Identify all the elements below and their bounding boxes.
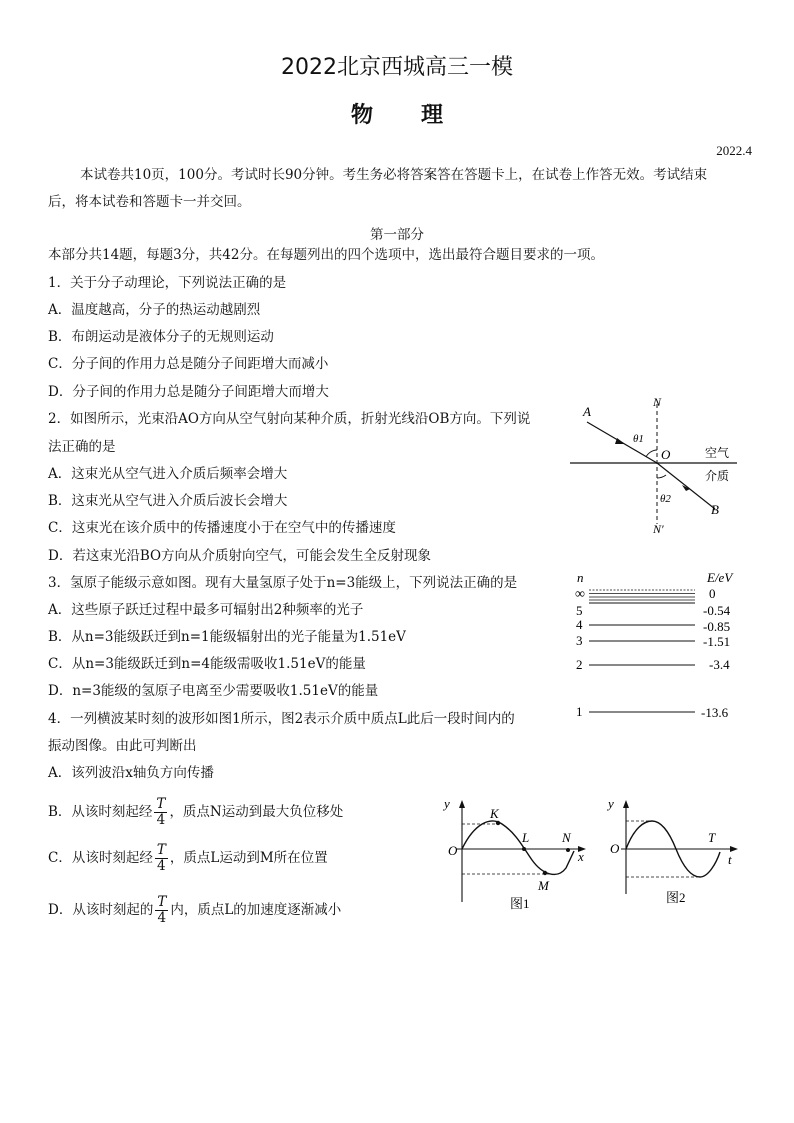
section-title: 第一部分 — [370, 227, 424, 243]
q4-stem-line-2: 振动图像。由此可判断出 — [48, 738, 197, 754]
q2-option-b: B．这束光从空气进入介质后波长会增大 — [48, 493, 288, 509]
fig2-period-label: T — [708, 830, 716, 845]
q1-option-d: D．分子间的作用力总是随分子间距增大而增大 — [48, 384, 329, 400]
fraction-t-over-4: $\frac{T}{4}$ — [157, 894, 167, 926]
q3-option-b: B．从n=3能级跃迁到n=1能级辐射出的光子能量为1.51eV — [48, 629, 406, 645]
fig1-point-k: K — [490, 806, 499, 821]
exam-date: 2022.4 — [716, 143, 752, 158]
fig2-caption: 图2 — [666, 890, 686, 905]
label-o: O — [661, 447, 671, 462]
q4-option-b: B．从该时刻起经 $\frac{T}{4}$ ，质点N运动到最大负位移处 — [48, 796, 344, 828]
q4-option-d: D．从该时刻起的 $\frac{T}{4}$ 内，质点L的加速度逐渐减小 — [48, 894, 342, 926]
q1-option-b: B．布朗运动是液体分子的无规则运动 — [48, 329, 274, 345]
q1-stem: 1．关于分子动理论，下列说法正确的是 — [48, 275, 287, 291]
level-inf-e: 0 — [709, 586, 716, 601]
q4-option-a: A．该列波沿x轴负方向传播 — [48, 765, 214, 781]
fraction-t-over-4: $\frac{T}{4}$ — [156, 842, 166, 874]
q4-option-c: C．从该时刻起经 $\frac{T}{4}$ ，质点L运动到M所在位置 — [48, 842, 328, 874]
refraction-figure — [565, 392, 745, 540]
fig2-origin: O — [610, 841, 620, 856]
label-b: B — [711, 502, 719, 517]
vibration-figure-2 — [606, 794, 746, 914]
intro-line-1: 本试卷共10页，100分。考试时长90分钟。考生务必将答案答在答题卡上，在试卷上作答无效。考试结束 — [80, 167, 708, 183]
fig2-y-label: y — [608, 796, 614, 811]
label-air: 空气 — [705, 446, 730, 460]
level-3-n: 3 — [576, 633, 583, 648]
q3-option-d: D．n=3能级的氢原子电离至少需要吸收1.51eV的能量 — [48, 683, 379, 699]
level-1-n: 1 — [576, 704, 583, 719]
level-2-n: 2 — [576, 657, 583, 672]
level-5-e: -0.54 — [703, 603, 731, 618]
energy-axis-label: E/eV — [707, 570, 733, 585]
fig1-point-n: N — [562, 830, 571, 845]
q2-stem-line-2: 法正确的是 — [48, 439, 116, 455]
q1-option-c: C．分子间的作用力总是随分子间距增大而减小 — [48, 356, 329, 372]
wave-figure-1 — [442, 794, 592, 914]
fig1-point-m: M — [538, 878, 549, 893]
n-axis-label: n — [577, 570, 584, 585]
q3-stem: 3．氢原子能级示意如图。现有大量氢原子处于n=3能级上，下列说法正确的是 — [48, 575, 518, 591]
label-a: A — [583, 404, 591, 419]
fig2-t-label: t — [728, 852, 732, 867]
fig1-x-label: x — [578, 849, 584, 864]
level-4-n: 4 — [576, 617, 583, 632]
subject-title: 物理 — [350, 102, 491, 128]
level-inf-n: ∞ — [575, 587, 585, 602]
section-instructions: 本部分共14题，每题3分，共42分。在每题列出的四个选项中，选出最符合题目要求的一项。 — [48, 247, 604, 263]
level-3-e: -1.51 — [703, 634, 731, 649]
label-n-prime: N′ — [653, 522, 664, 536]
label-theta2: θ2 — [660, 493, 671, 505]
q2-option-d: D．若这束光沿BO方向从介质射向空气，可能会发生全反射现象 — [48, 548, 432, 564]
label-theta1: θ1 — [633, 433, 644, 445]
page-title: 2022北京西城高三一模 — [281, 55, 513, 80]
intro-line-2: 后，将本试卷和答题卡一并交回。 — [48, 194, 251, 210]
fig1-point-l: L — [522, 830, 530, 845]
fig1-y-label: y — [444, 796, 450, 811]
q3-option-c: C．从n=3能级跃迁到n=4能级需吸收1.51eV的能量 — [48, 656, 366, 672]
fig1-origin: O — [448, 843, 458, 858]
q2-stem-line-1: 2．如图所示，光束沿AO方向从空气射向某种介质，折射光线沿OB方向。下列说 — [48, 411, 531, 427]
fraction-t-over-4: $\frac{T}{4}$ — [156, 796, 166, 828]
level-2-e: -3.4 — [709, 657, 730, 672]
energy-level-figure — [565, 568, 745, 724]
q4-stem-line-1: 4．一列横波某时刻的波形如图1所示，图2表示介质中质点L此后一段时间内的 — [48, 711, 515, 727]
level-5-n: 5 — [576, 603, 583, 618]
label-n: N — [653, 395, 662, 409]
q1-option-a: A．温度越高，分子的热运动越剧烈 — [48, 302, 261, 318]
level-1-e: -13.6 — [701, 705, 729, 720]
fig1-caption: 图1 — [510, 896, 530, 911]
q3-option-a: A．这些原子跃迁过程中最多可辐射出2种频率的光子 — [48, 602, 364, 618]
label-medium: 介质 — [705, 469, 730, 483]
q2-option-a: A．这束光从空气进入介质后频率会增大 — [48, 466, 288, 482]
q2-option-c: C．这束光在该介质中的传播速度小于在空气中的传播速度 — [48, 520, 396, 536]
level-4-e: -0.85 — [703, 619, 731, 634]
